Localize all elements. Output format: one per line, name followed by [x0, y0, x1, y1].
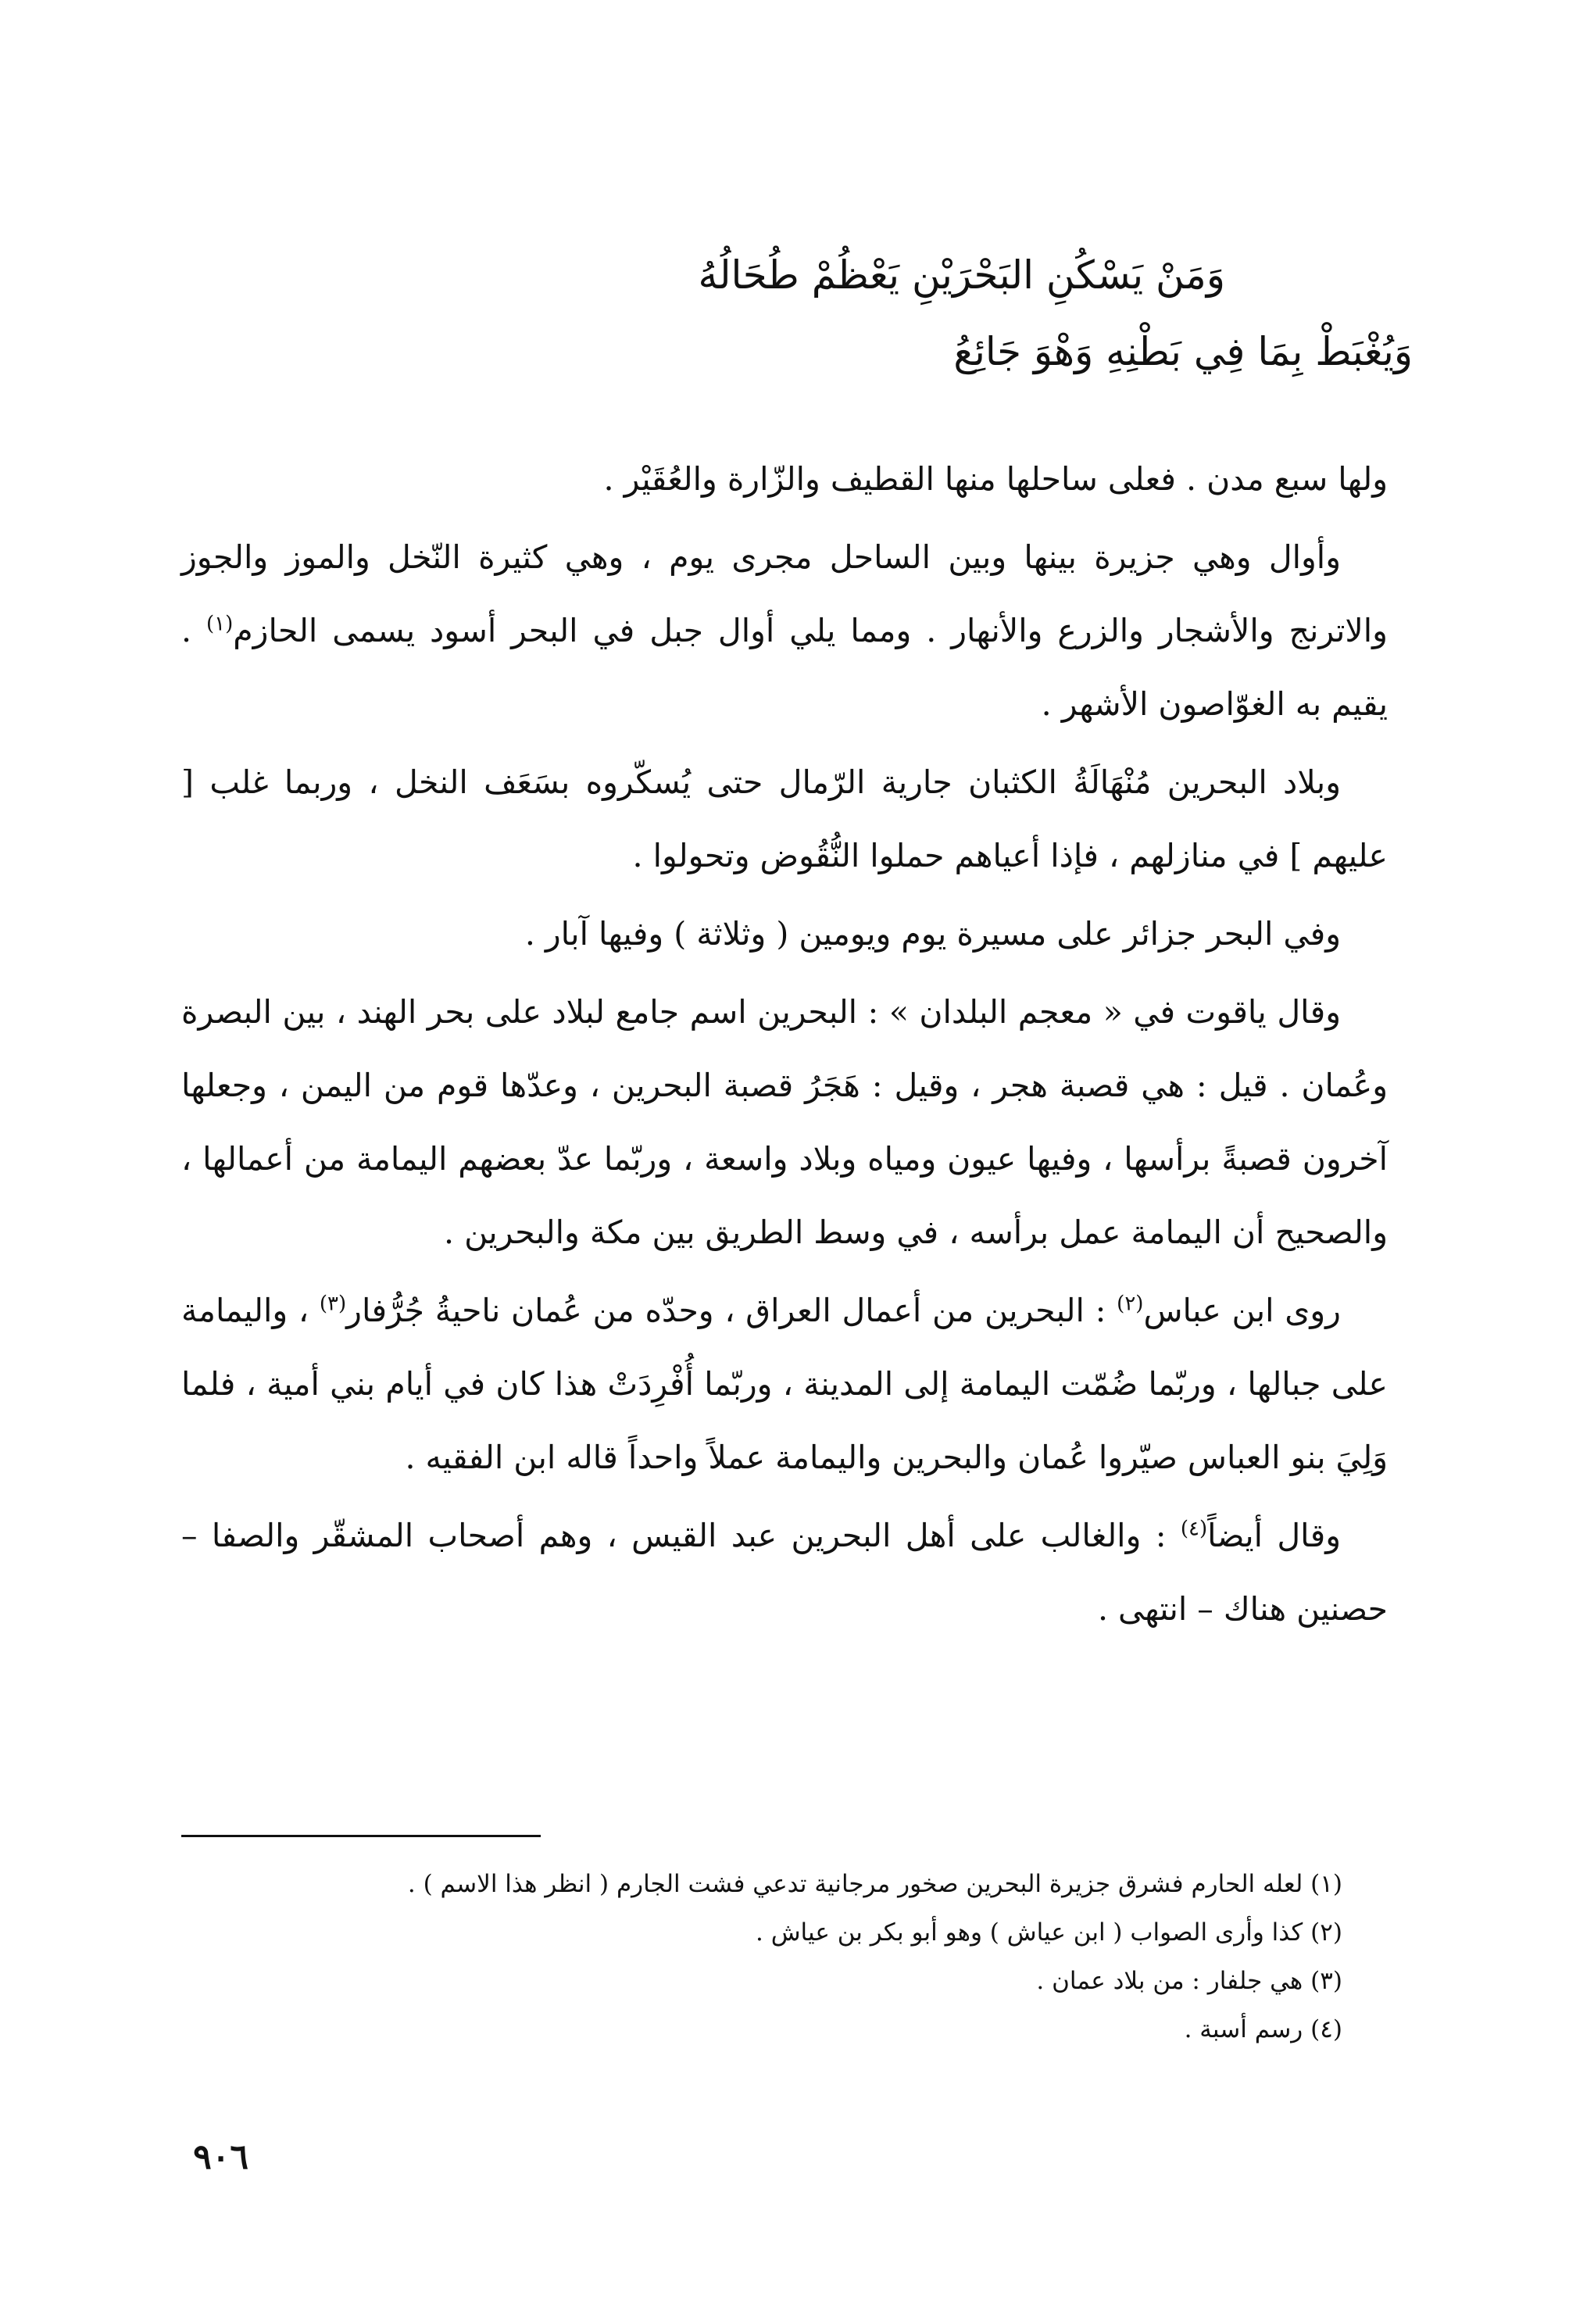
- footnote-3: (٣) هي جلفار : من بلاد عمان .: [1036, 1967, 1342, 1995]
- footnote-2: (٢) كذا وأرى الصواب ( ابن عياش ) وهو أبو بكر بن عياش .: [756, 1918, 1342, 1947]
- footnote-reference-1: (١): [206, 612, 234, 636]
- paragraph-awal-island: [181, 520, 1388, 741]
- paragraph-yaqut: [181, 975, 1388, 1269]
- paragraph-text-continued: : والغالب على أهل البحرين عبد القيس ، وهم أصحاب المشقّر والصفا – حصنين هناك – انتهى .: [181, 1517, 1388, 1628]
- footnote-divider: [181, 1835, 541, 1837]
- paragraph-abd-al-qays: [181, 1499, 1388, 1646]
- paragraph-text: وقال أيضاً: [1207, 1517, 1341, 1554]
- footnotes: [181, 1860, 1342, 2054]
- paragraph-text-continued-2: ، واليمامة على جبالها ، وربّما ضُمّت اليمامة إلى المدينة ، وربّما أُفْرِدَتْ هذا كان في أيام بني أمية ، فلما وَلِيَ بنو العباس صيّروا عُمان والبحرين واليمامة عملاً واحداً قاله ابن الفقيه .: [181, 1292, 1388, 1476]
- paragraph-text: ولها سبع مدن . فعلى ساحلها منها القطيف والزّارة والعُقَيْر .: [603, 460, 1388, 498]
- paragraph-text-continued: . يقيم به الغوّاصون الأشهر .: [181, 612, 1388, 723]
- footnote-reference-4: (٤): [1180, 1517, 1208, 1541]
- paragraph-text: وفي البحر جزائر على مسيرة يوم ويومين ( وثلاثة ) وفيها آبار .: [524, 915, 1341, 953]
- paragraph-cities: [181, 442, 1388, 516]
- paragraph-text-continued: : البحرين من أعمال العراق ، وحدّه من عُمان ناحيةُ جُرُّفار: [346, 1292, 1117, 1329]
- footnote-4: (٤) رسم أسبة .: [1184, 2015, 1342, 2043]
- paragraph-text: وأوال وهي جزيرة بينها وبين الساحل مجرى يوم ، وهي كثيرة النّخل والموز والجوز والاترنج والأشجار والزرع والأنهار . ومما يلي أوال جبل في البحر أسود يسمى الحازم: [181, 538, 1388, 649]
- poem-verse-second-hemistich: وَيُغْبَطْ بِمَا فِي بَطْنِهِ وَهْوَ جَائِعُ: [953, 329, 1413, 374]
- paragraph-text: روى ابن عباس: [1143, 1292, 1341, 1329]
- paragraph-ibn-abbas: [181, 1274, 1388, 1494]
- paragraph-text: وبلاد البحرين مُنْهَالَةُ الكثبان جارية الرّمال حتى يُسكّروه بسَعَف النخل ، وربما غلب [ عليهم ] في منازلهم ، فإذا أعياهم حملوا النُّقُوض وتحولوا .: [181, 763, 1388, 874]
- footnote-1: (١) لعله الحارم فشرق جزيرة البحرين صخور مرجانية تدعي فشت الجارم ( انظر هذا الاسم ) .: [407, 1870, 1342, 1898]
- main-text-body: [181, 442, 1388, 1650]
- footnote-reference-3: (٣): [319, 1292, 347, 1316]
- page-number: ٩٠٦: [193, 2137, 248, 2177]
- poem-verse-first-hemistich: وَمَنْ يَسْكُنِ البَحْرَيْنِ يَعْظُمْ طُحَالُهُ: [698, 252, 1225, 298]
- paragraph-islands: [181, 897, 1388, 971]
- footnote-reference-2: (٢): [1117, 1292, 1144, 1316]
- paragraph-sand-dunes: [181, 745, 1388, 892]
- paragraph-text: وقال ياقوت في « معجم البلدان » : البحرين اسم جامع لبلاد على بحر الهند ، بين البصرة وعُمان . قيل : هي قصبة هجر ، وقيل : هَجَرُ قصبة البحرين ، وعدّها قوم من اليمن ، وجعلها آخرون قصبةً برأسها ، وفيها عيون ومياه وبلاد واسعة ، وربّما عدّ بعضهم اليمامة من أعمالها ، والصحيح أن اليمامة عمل برأسه ، في وسط الطريق بين مكة والبحرين .: [181, 993, 1388, 1251]
